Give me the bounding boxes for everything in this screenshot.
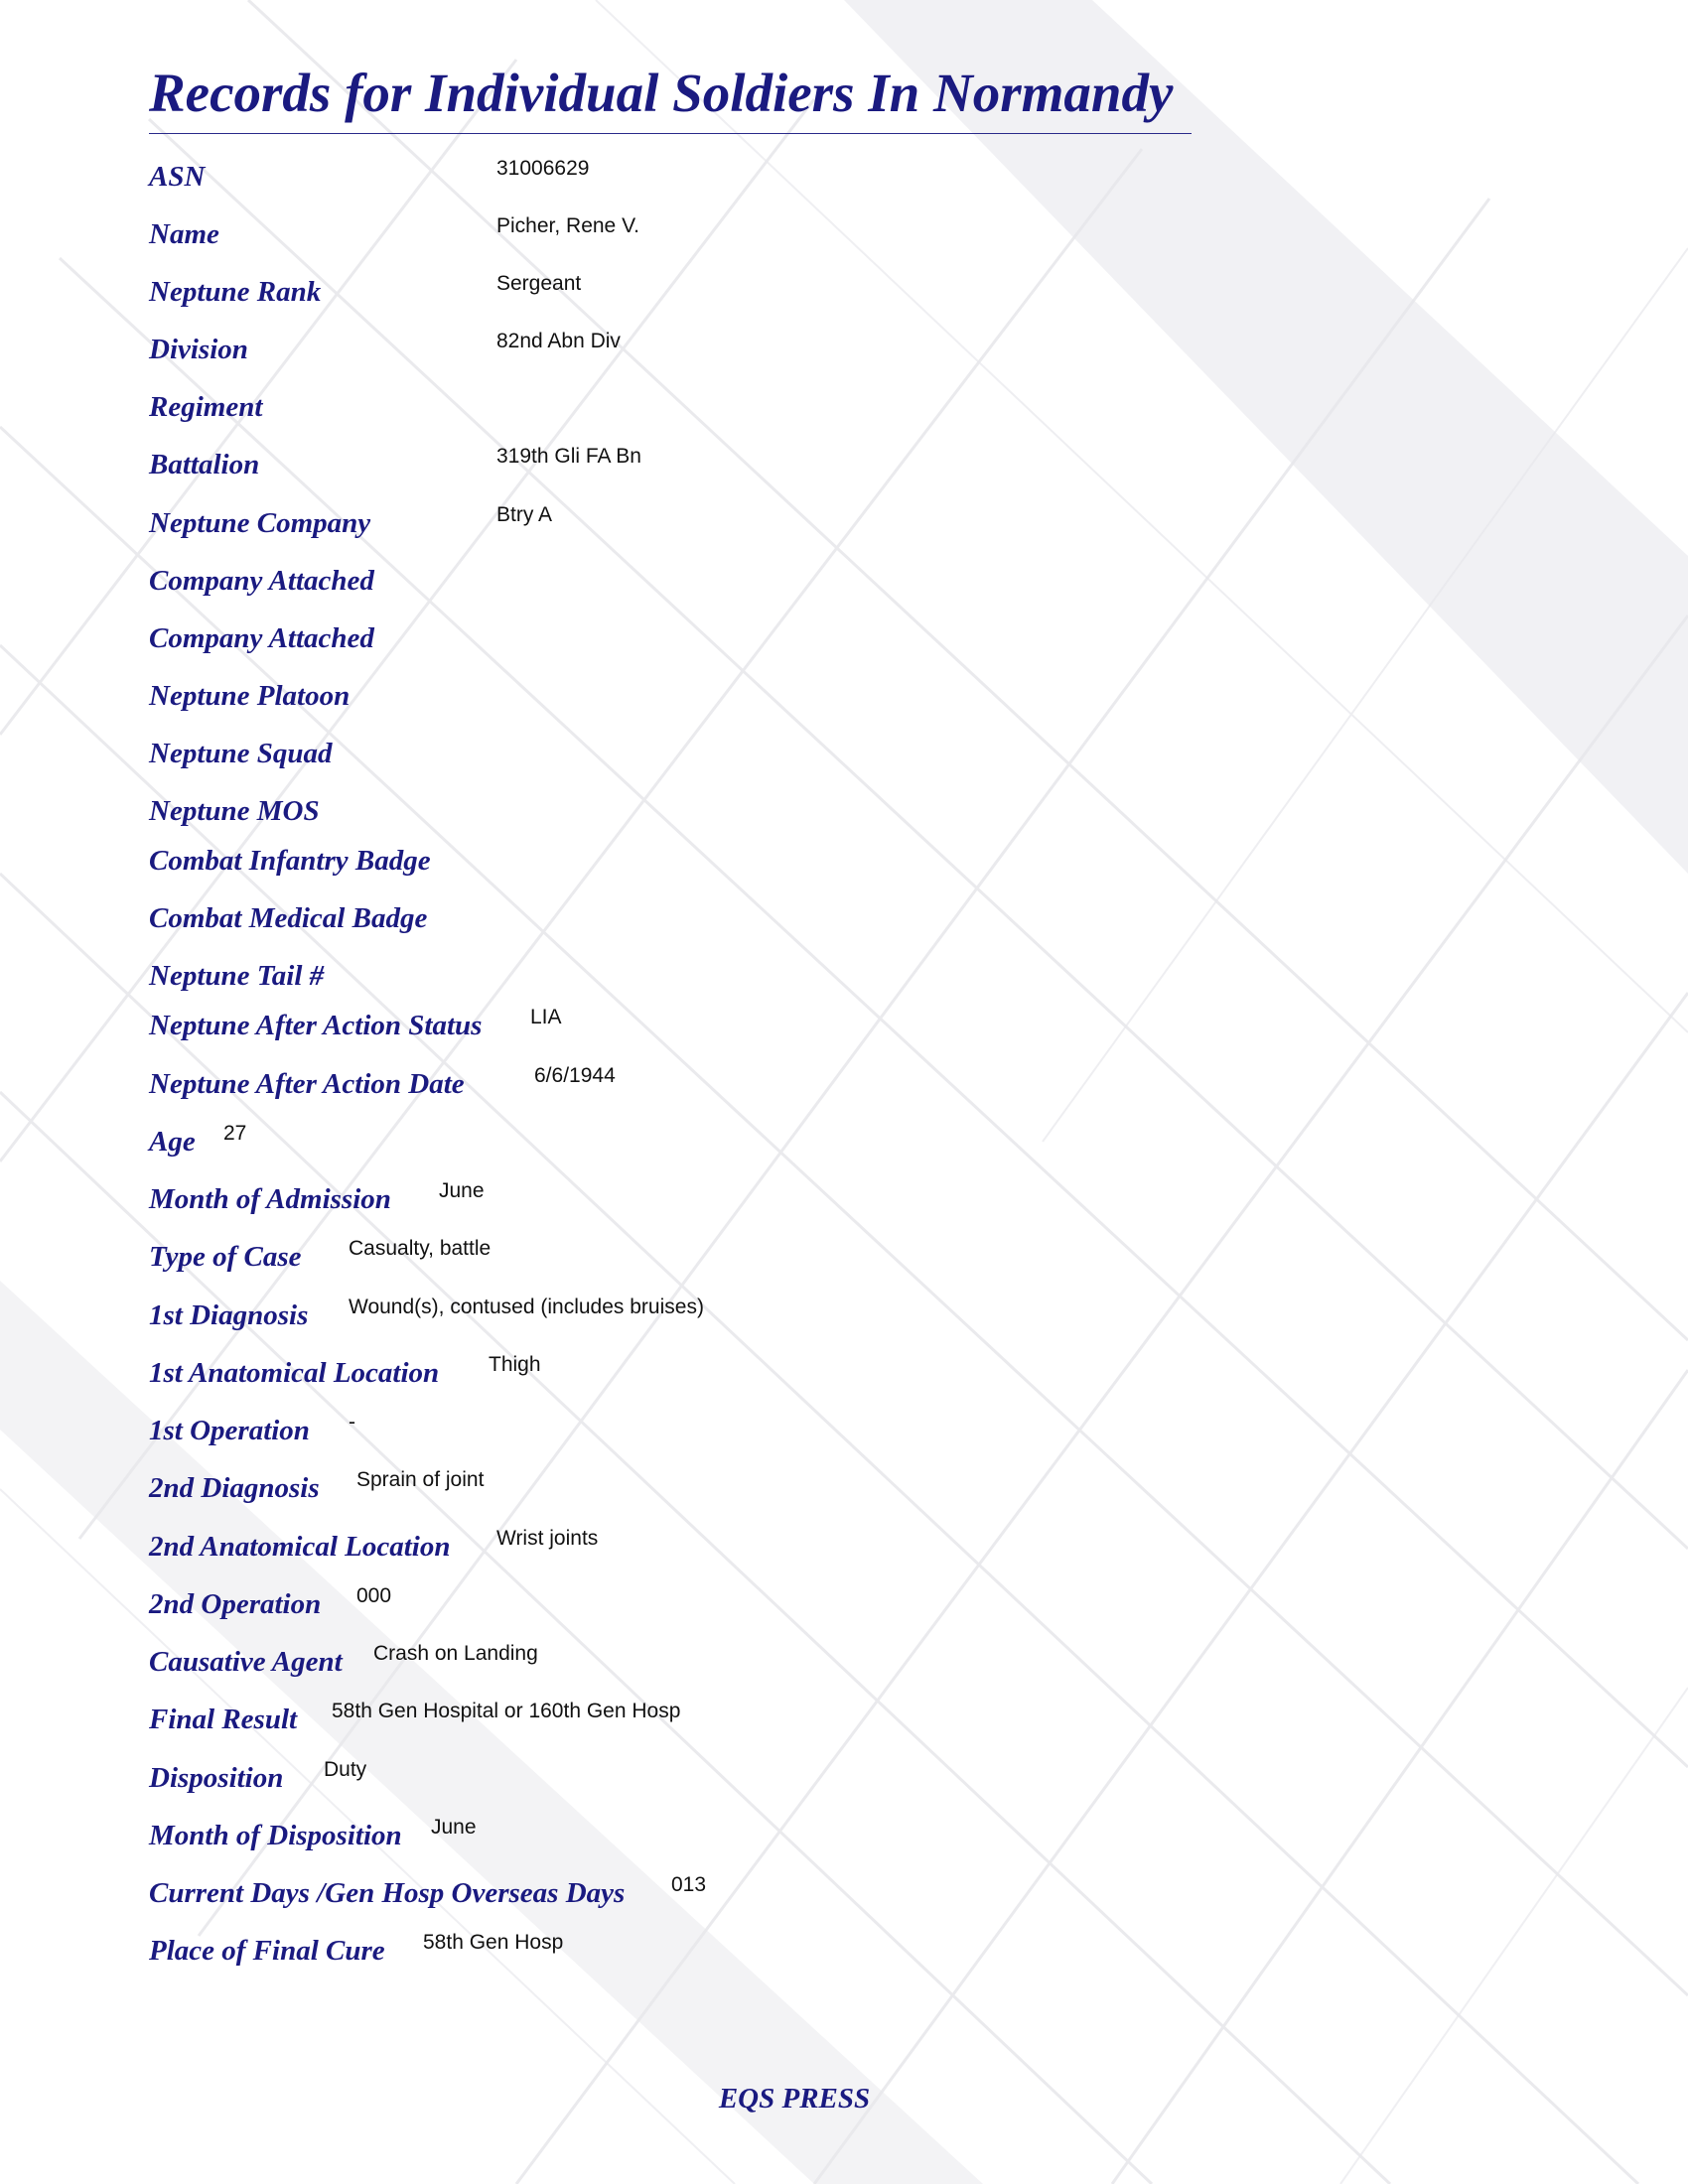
field-label: Neptune Platoon (149, 680, 351, 712)
field-label: Name (149, 218, 219, 250)
publisher-footer: EQS PRESS (718, 2083, 871, 2115)
field-value: Btry A (496, 503, 553, 526)
field-value: Casualty, battle (349, 1237, 492, 1260)
field-value: Duty (324, 1758, 367, 1781)
field-label: Neptune After Action Status (149, 1010, 483, 1041)
field-label: 2nd Anatomical Location (149, 1531, 451, 1563)
field-label: Company Attached (149, 622, 374, 654)
field-label: 1st Anatomical Location (149, 1357, 440, 1389)
field-value: Wound(s), contused (includes bruises) (349, 1296, 704, 1318)
field-value: 82nd Abn Div (496, 330, 621, 352)
field-value: June (439, 1179, 485, 1202)
field-value: Wrist joints (496, 1527, 599, 1550)
field-label: Division (149, 334, 248, 365)
field-label: Battalion (149, 449, 260, 480)
field-label: Neptune Company (149, 507, 371, 539)
field-label: Month of Admission (149, 1183, 391, 1215)
field-label: Neptune Tail # (149, 960, 325, 992)
field-label: Combat Infantry Badge (149, 845, 431, 877)
field-value: - (349, 1411, 355, 1433)
field-label: Company Attached (149, 565, 374, 597)
field-label: 2nd Operation (149, 1588, 322, 1620)
field-label: Current Days /Gen Hosp Overseas Days (149, 1877, 626, 1909)
field-label: Neptune MOS (149, 795, 320, 827)
field-label: Neptune Rank (149, 276, 322, 308)
field-value: June (431, 1816, 477, 1839)
field-label: ASN (149, 161, 206, 193)
field-label: Disposition (149, 1762, 284, 1794)
field-value: 58th Gen Hospital or 160th Gen Hosp (332, 1700, 681, 1722)
field-value: Crash on Landing (373, 1642, 538, 1665)
field-label: Month of Disposition (149, 1820, 402, 1851)
field-label: Causative Agent (149, 1646, 343, 1678)
field-value: 27 (223, 1122, 247, 1145)
field-label: Place of Final Cure (149, 1935, 385, 1967)
document-title: Records for Individual Soldiers In Normandy (149, 63, 1174, 123)
field-value: LIA (530, 1006, 562, 1028)
field-value: Picher, Rene V. (496, 214, 639, 237)
field-value: 319th Gli FA Bn (496, 445, 641, 468)
field-value: Sergeant (496, 272, 582, 295)
field-value: 58th Gen Hosp (423, 1931, 564, 1954)
field-value: 000 (356, 1584, 392, 1607)
field-label: Neptune Squad (149, 738, 333, 769)
field-label: Type of Case (149, 1241, 302, 1273)
field-label: 1st Operation (149, 1415, 310, 1446)
field-label: Combat Medical Badge (149, 902, 428, 934)
field-value: Thigh (489, 1353, 541, 1376)
field-label: Final Result (149, 1704, 298, 1735)
field-label: Regiment (149, 391, 263, 423)
field-value: Sprain of joint (356, 1468, 485, 1491)
field-label: 2nd Diagnosis (149, 1472, 320, 1504)
field-value: 013 (671, 1873, 707, 1896)
field-label: 1st Diagnosis (149, 1299, 309, 1331)
field-value: 31006629 (496, 157, 590, 180)
field-label: Age (149, 1126, 196, 1158)
field-label: Neptune After Action Date (149, 1068, 465, 1100)
title-underline (149, 133, 1192, 134)
field-value: 6/6/1944 (534, 1064, 616, 1087)
